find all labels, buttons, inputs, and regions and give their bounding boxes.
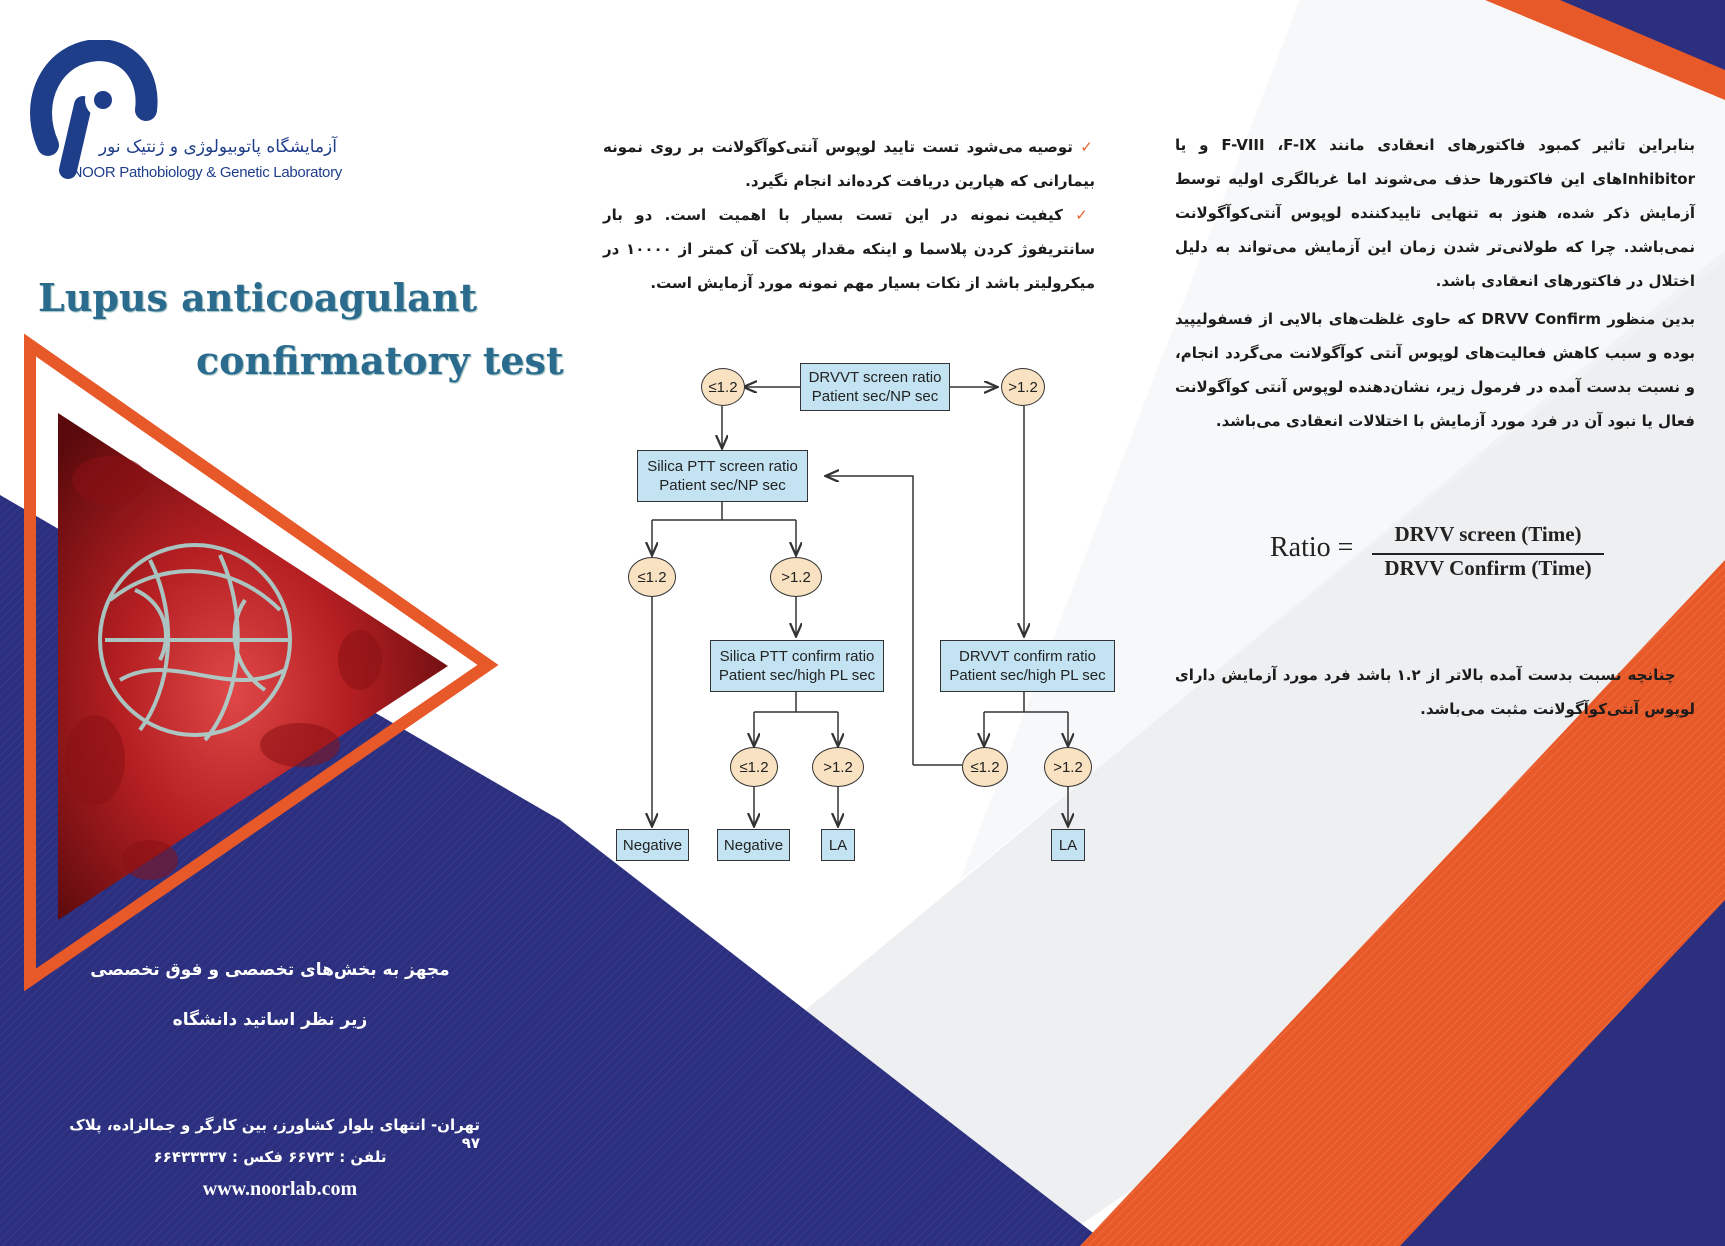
drvvt-screen-line-2: Patient sec/NP sec: [811, 388, 939, 405]
tagline-1: مجهز به بخش‌های تخصصی و فوق تخصصی: [90, 960, 450, 980]
middle-bullet-1: [603, 130, 1095, 198]
drvvt-screen-line-1: DRVVT screen ratio: [808, 369, 942, 386]
silica-confirm-line-1: Silica PTT confirm ratio: [719, 648, 875, 665]
oval-le-drvvt-confirm: ≤1.2: [962, 747, 1008, 787]
right-bullet: [1175, 658, 1695, 726]
silica-confirm-line-2: Patient sec/high PL sec: [718, 667, 876, 684]
result-negative-2: [717, 829, 790, 861]
check-icon: ✓: [1675, 666, 1696, 684]
drvvt-confirm-line-2: Patient sec/high PL sec: [949, 667, 1106, 684]
la-label: LA: [828, 836, 848, 854]
negative-label: Negative: [723, 836, 784, 854]
silica-confirm-box: [710, 640, 884, 692]
oval-gt-silica-screen: >1.2: [770, 557, 822, 597]
middle-bullet-2: [603, 198, 1095, 300]
formula-fraction-bar: [1372, 553, 1604, 555]
tagline-2: زیر نظر اساتید دانشگاه: [172, 1010, 368, 1030]
middle-bullet-1-text: توصیه می‌شود تست تایید لوپوس آنتی‌کوآگولانت بر روی نمونه بیمارانی که هپارین دریافت کرده‌اند انجام نگیرد.: [603, 138, 1095, 190]
oval-le-top: ≤1.2: [701, 368, 745, 406]
phone: تلفن : ۶۶۷۲۳ فکس : ۶۶۴۳۳۳۳۷: [153, 1148, 387, 1166]
middle-bullet-2-text: کیفیت نمونه در این تست بسیار با اهمیت است. دو بار سانتریفوژ کردن پلاسما و اینکه مقدار پلاکت آن کمتر از ۱۰۰۰۰ در میکرولیتر باشد از نکات بسیار مهم نمونه مورد آزمایش است.: [603, 206, 1095, 292]
formula-lhs: Ratio =: [1270, 532, 1354, 563]
result-negative-1: [616, 829, 689, 861]
right-bullet-text: چنانچه نسبت بدست آمده بالاتر از ۱.۲ باشد فرد مورد آزمایش دارای لوپوس آنتی‌کوآگولانت مثبت می‌باشد.: [1175, 666, 1695, 718]
check-icon: ✓: [1062, 206, 1095, 224]
formula-denominator: DRVV Confirm (Time): [1384, 556, 1592, 580]
title-line-1: Lupus anticoagulant: [38, 275, 477, 320]
oval-gt-silica-confirm: >1.2: [812, 747, 864, 787]
drvvt-screen-box: [800, 363, 950, 411]
logo-name-en: NOOR Pathobiology & Genetic Laboratory: [71, 164, 342, 181]
oval-gt-drvvt-confirm: >1.2: [1044, 747, 1092, 787]
website-link[interactable]: www.noorlab.com: [202, 1178, 358, 1200]
right-paragraph-2: بدین منظور DRVV Confirm که حاوی غلظت‌های بالایی از فسفولیپید بوده و سبب کاهش فعالیت‌های لوپوس آنتی کوآگولانت می‌گردد انجام، و نسبت بدست آمده در فرمول زیر، نشان‌دهنده لوپوس آنتی کوآگولانت فعال یا نبود آن در فرد مورد آزمایش با اختلالات انعقادی می‌باشد.: [1175, 310, 1695, 430]
silica-screen-line-2: Patient sec/NP sec: [659, 477, 786, 494]
result-la-2: [1051, 829, 1085, 861]
oval-le-silica-screen: ≤1.2: [628, 557, 676, 597]
oval-gt-top: >1.2: [1001, 368, 1045, 406]
result-la-1: [821, 829, 855, 861]
la-label: LA: [1058, 836, 1078, 854]
check-icon: ✓: [1072, 138, 1095, 156]
right-paragraph-1: بنابراین تاثیر کمبود فاکتورهای انعقادی مانند F-VIII ،F-IX و یا Inhibitorهای این فاکتورها حذف می‌شوند اما غربالگری اولیه توسط آزمایش ذکر شده، هنوز به تنهایی تاییدکننده لوپوس آنتی‌کوآگولانت نمی‌باشد. چرا که طولانی‌تر شدن زمان این آزمایش می‌تواند به دلیل اختلال در فاکتورهای انعقادی باشد.: [1175, 136, 1695, 290]
formula-numerator: DRVV screen (Time): [1394, 522, 1582, 546]
logo-name-fa: آزمایشگاه پاتوبیولوژی و ژنتیک نور: [98, 137, 337, 157]
oval-le-silica-confirm: ≤1.2: [730, 747, 778, 787]
drvvt-confirm-box: [940, 640, 1115, 692]
logo-mark: [28, 40, 158, 180]
negative-label: Negative: [622, 836, 683, 854]
address: تهران- انتهای بلوار کشاورز، بین کارگر و جمالزاده، پلاک ۹۷: [69, 1116, 480, 1152]
title-line-2: confirmatory test: [196, 338, 564, 383]
silica-screen-line-1: Silica PTT screen ratio: [647, 458, 798, 475]
drvvt-confirm-line-1: DRVVT confirm ratio: [959, 648, 1096, 665]
silica-screen-box: [637, 450, 808, 502]
